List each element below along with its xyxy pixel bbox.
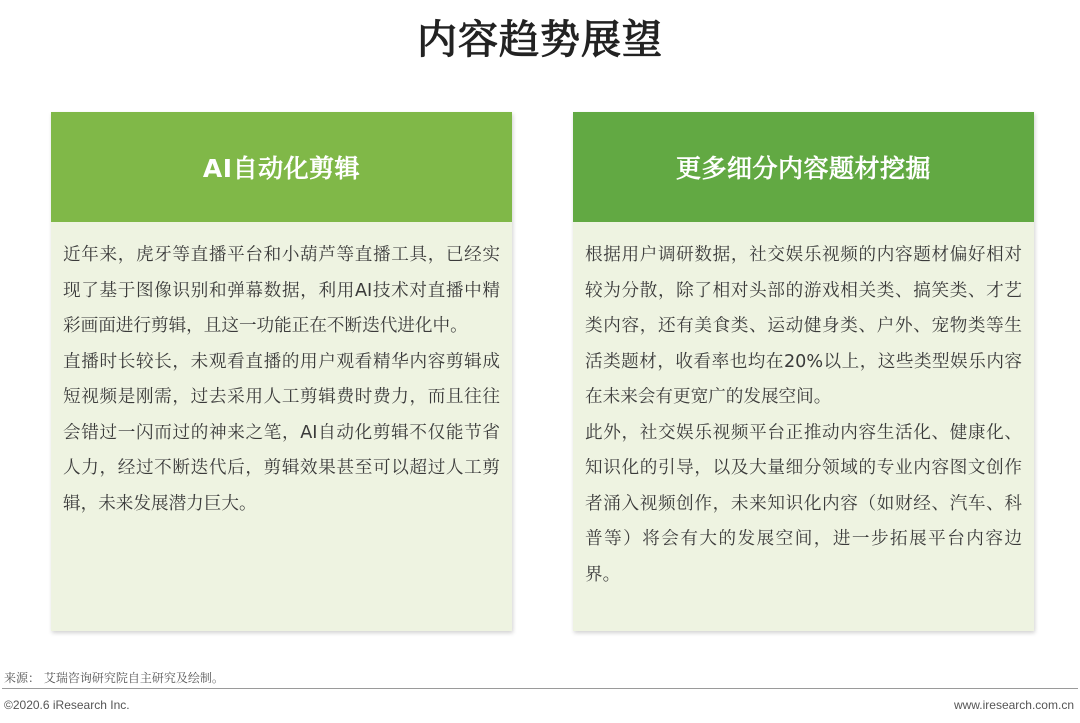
card-paragraph: 直播时长较长，未观看直播的用户观看精华内容剪辑成短视频是刚需，过去采用人工剪辑费时费力，而且往往会错过一闪而过的神来之笔，AI自动化剪辑不仅能节省人力，经过不断迭代后，剪辑效果甚至可以超过人工剪辑，未来发展潜力巨大。: [63, 351, 500, 514]
source-note: 来源： 艾瑞咨询研究院自主研究及绘制。: [4, 671, 224, 685]
card-paragraph: 此外，社交娱乐视频平台正推动内容生活化、健康化、知识化的引导，以及大量细分领域的专业内容图文创作者涌入视频创作，未来知识化内容（如财经、汽车、科普等）将会有大的发展空间，进一步拓展平台内容边界。: [585, 422, 1022, 585]
card-title: 更多细分内容题材挖掘: [573, 112, 1034, 222]
card-body: [51, 222, 512, 522]
page-title: 内容趋势展望: [417, 17, 663, 63]
card-title: AI自动化剪辑: [51, 112, 512, 222]
card-ai-auto-editing: [51, 112, 512, 631]
website-url: www.iresearch.com.cn: [953, 698, 1074, 712]
card-paragraph: 近年来，虎牙等直播平台和小葫芦等直播工具，已经实现了基于图像识别和弹幕数据，利用AI技术对直播中精彩画面进行剪辑，且这一功能正在不断迭代进化中。: [63, 245, 500, 336]
card-body: [573, 222, 1034, 593]
card-content-mining: [573, 112, 1034, 631]
copyright: ©2020.6 iResearch Inc.: [4, 698, 130, 712]
card-paragraph: 根据用户调研数据，社交娱乐视频的内容题材偏好相对较为分散，除了相对头部的游戏相关类、搞笑类、才艺类内容，还有美食类、运动健身类、户外、宠物类等生活类题材，收看率也均在20%以上，这些类型娱乐内容在未来会有更宽广的发展空间。: [585, 245, 1022, 407]
footer-divider: [2, 688, 1078, 689]
